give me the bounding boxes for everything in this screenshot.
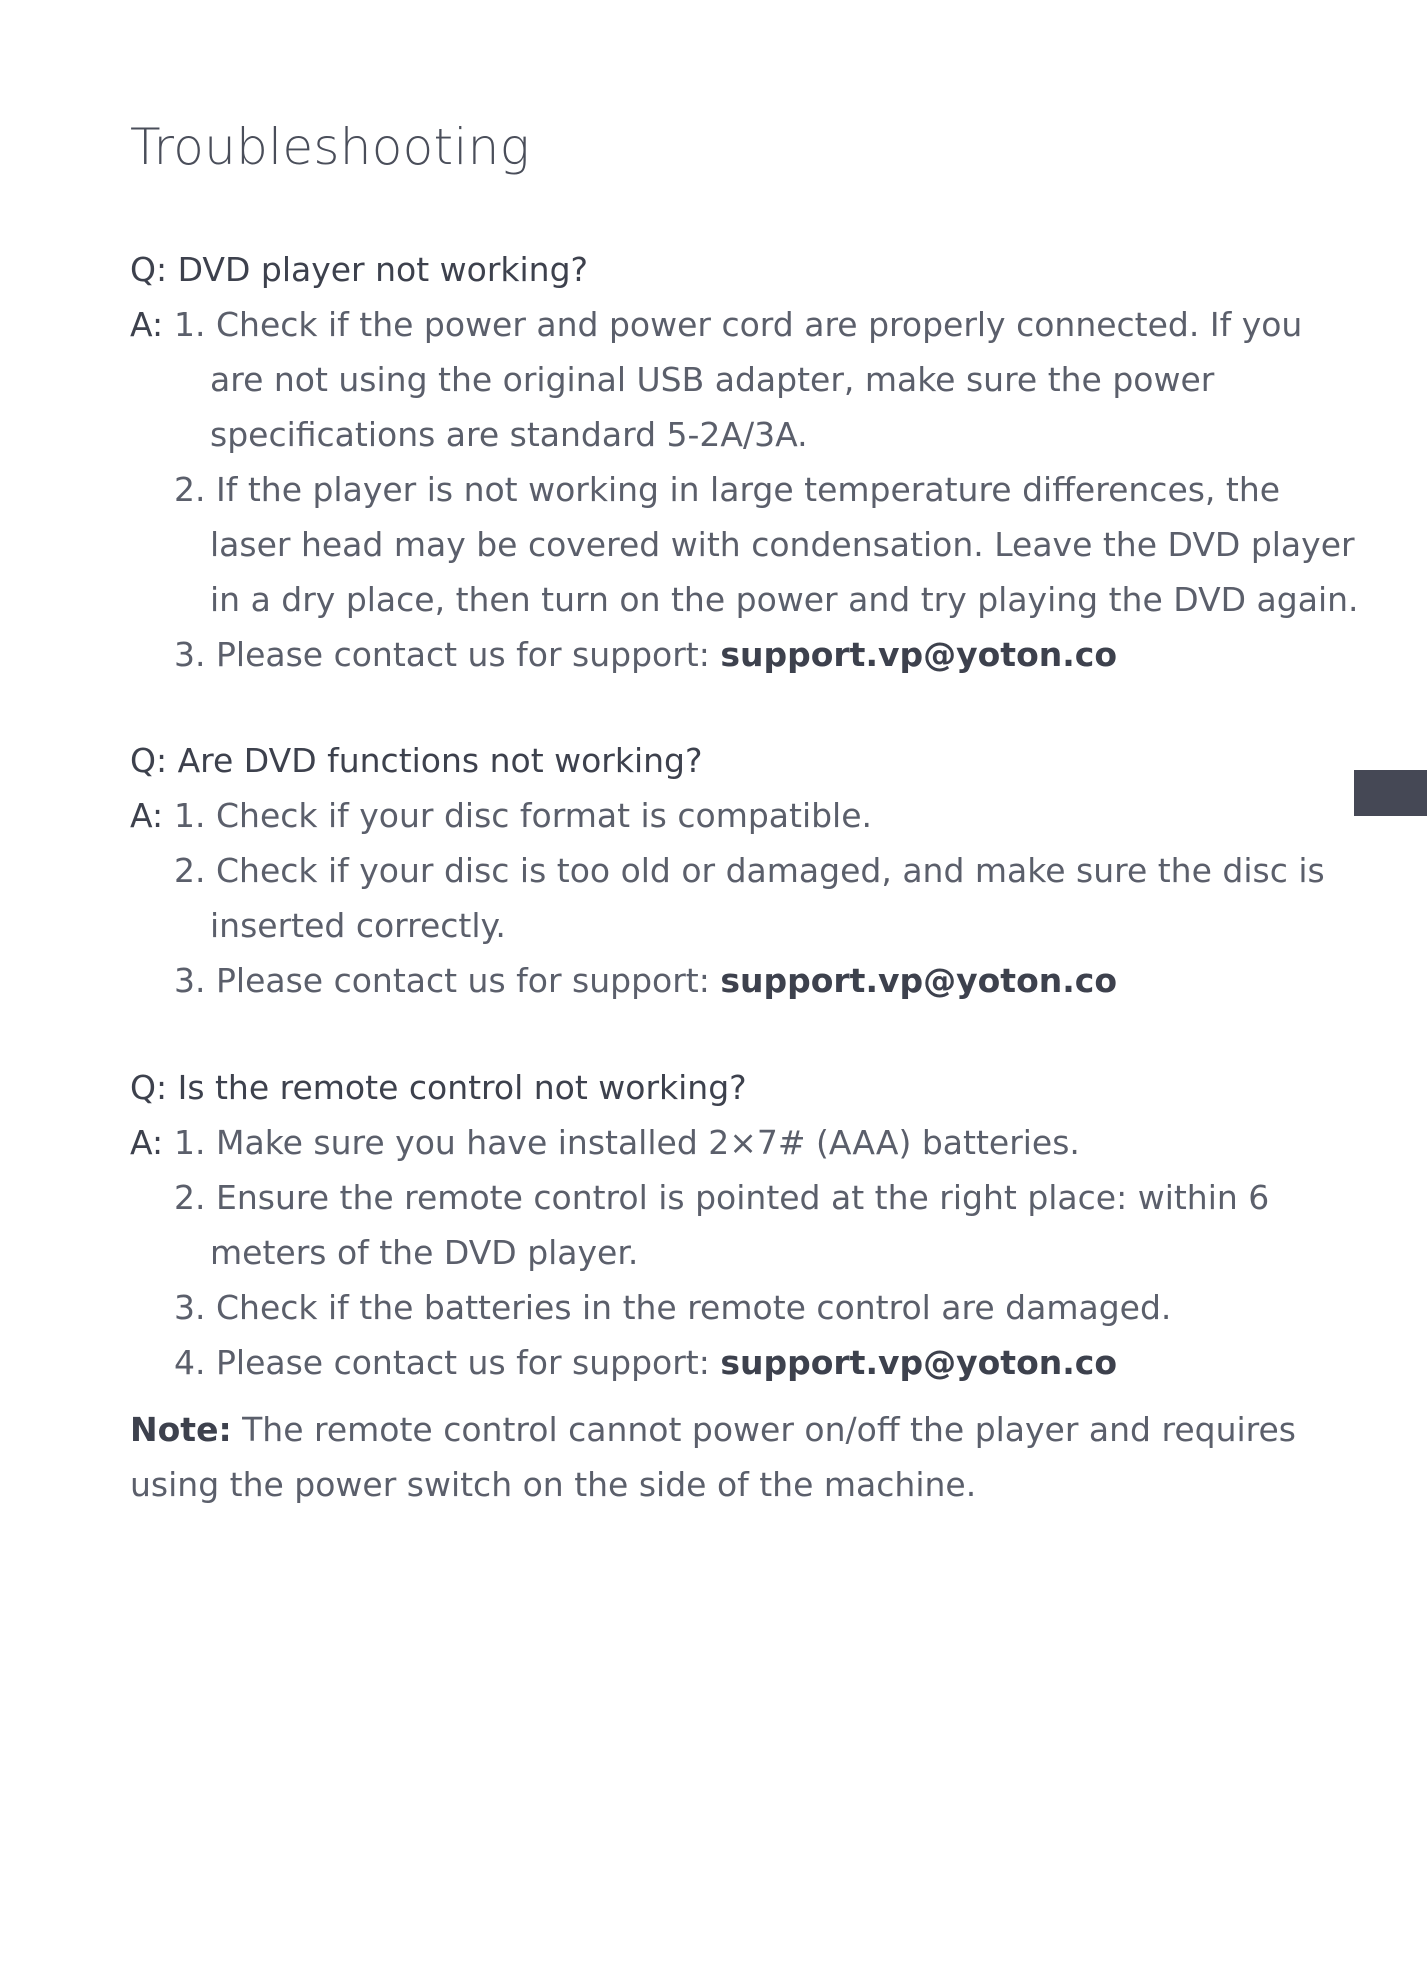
answer-item — [130, 1280, 1310, 1335]
support-email-link[interactable]: support.vp@yoton.co — [720, 961, 1118, 1000]
item-number: 1. — [174, 796, 206, 835]
item-text-continued: are not using the original USB adapter, make sure the power — [210, 360, 1215, 399]
answer-item — [130, 297, 1310, 352]
faq-section-functions — [130, 733, 1325, 1008]
answer-item — [130, 953, 1310, 1008]
item-text: Please contact us for support: — [216, 961, 710, 1000]
item-number: 1. — [174, 305, 206, 344]
item-text-continued: inserted correctly. — [210, 906, 506, 945]
question: Q: Is the remote control not working? — [130, 1068, 747, 1107]
item-text: If the player is not working in large temperature differences, the — [216, 470, 1281, 509]
support-email-link[interactable]: support.vp@yoton.co — [720, 1343, 1118, 1382]
question: Q: DVD player not working? — [130, 250, 589, 289]
item-text-continued: in a dry place, then turn on the power and try playing the DVD again. — [210, 580, 1359, 619]
item-text: Please contact us for support: — [216, 635, 710, 674]
answer-prefix: A: — [130, 305, 164, 344]
answer-item — [130, 788, 1310, 843]
page-title: Troubleshooting — [130, 118, 530, 176]
answer-item — [130, 627, 1310, 682]
faq-section-remote — [130, 1060, 1310, 1390]
faq-section-power — [130, 242, 1359, 682]
note-label: Note: — [130, 1410, 232, 1449]
side-tab-marker — [1354, 770, 1427, 816]
item-text-continued: laser head may be covered with condensation. Leave the DVD player — [210, 525, 1355, 564]
answer-item — [130, 1170, 1310, 1225]
item-number: 3. — [174, 635, 206, 674]
item-text-continued: specifications are standard 5-2A/3A. — [210, 415, 808, 454]
item-number: 2. — [174, 470, 206, 509]
item-number: 3. — [174, 1288, 206, 1327]
item-number: 4. — [174, 1343, 206, 1382]
answer-prefix: A: — [130, 796, 164, 835]
answer-item — [130, 843, 1325, 898]
item-text: Check if the power and power cord are properly connected. If you — [216, 305, 1303, 344]
item-text: Make sure you have installed 2×7# (AAA) batteries. — [216, 1123, 1080, 1162]
item-text: Please contact us for support: — [216, 1343, 710, 1382]
item-text: Ensure the remote control is pointed at the right place: within 6 — [216, 1178, 1270, 1217]
item-number: 3. — [174, 961, 206, 1000]
note-text: The remote control cannot power on/off the player and requires — [231, 1410, 1297, 1449]
item-text: Check if the batteries in the remote control are damaged. — [216, 1288, 1172, 1327]
note-block — [130, 1402, 1310, 1512]
item-text: Check if your disc format is compatible. — [216, 796, 873, 835]
item-text: Check if your disc is too old or damaged, and make sure the disc is — [216, 851, 1325, 890]
note-line-continued: using the power switch on the side of the machine. — [130, 1465, 977, 1504]
item-number: 1. — [174, 1123, 206, 1162]
answer-item — [130, 1115, 1310, 1170]
item-text-continued: meters of the DVD player. — [210, 1233, 639, 1272]
support-email-link[interactable]: support.vp@yoton.co — [720, 635, 1118, 674]
answer-item — [130, 1335, 1310, 1390]
item-number: 2. — [174, 1178, 206, 1217]
item-number: 2. — [174, 851, 206, 890]
note-line — [130, 1402, 1310, 1457]
answer-prefix: A: — [130, 1123, 164, 1162]
answer-item — [130, 462, 1310, 517]
question: Q: Are DVD functions not working? — [130, 741, 703, 780]
